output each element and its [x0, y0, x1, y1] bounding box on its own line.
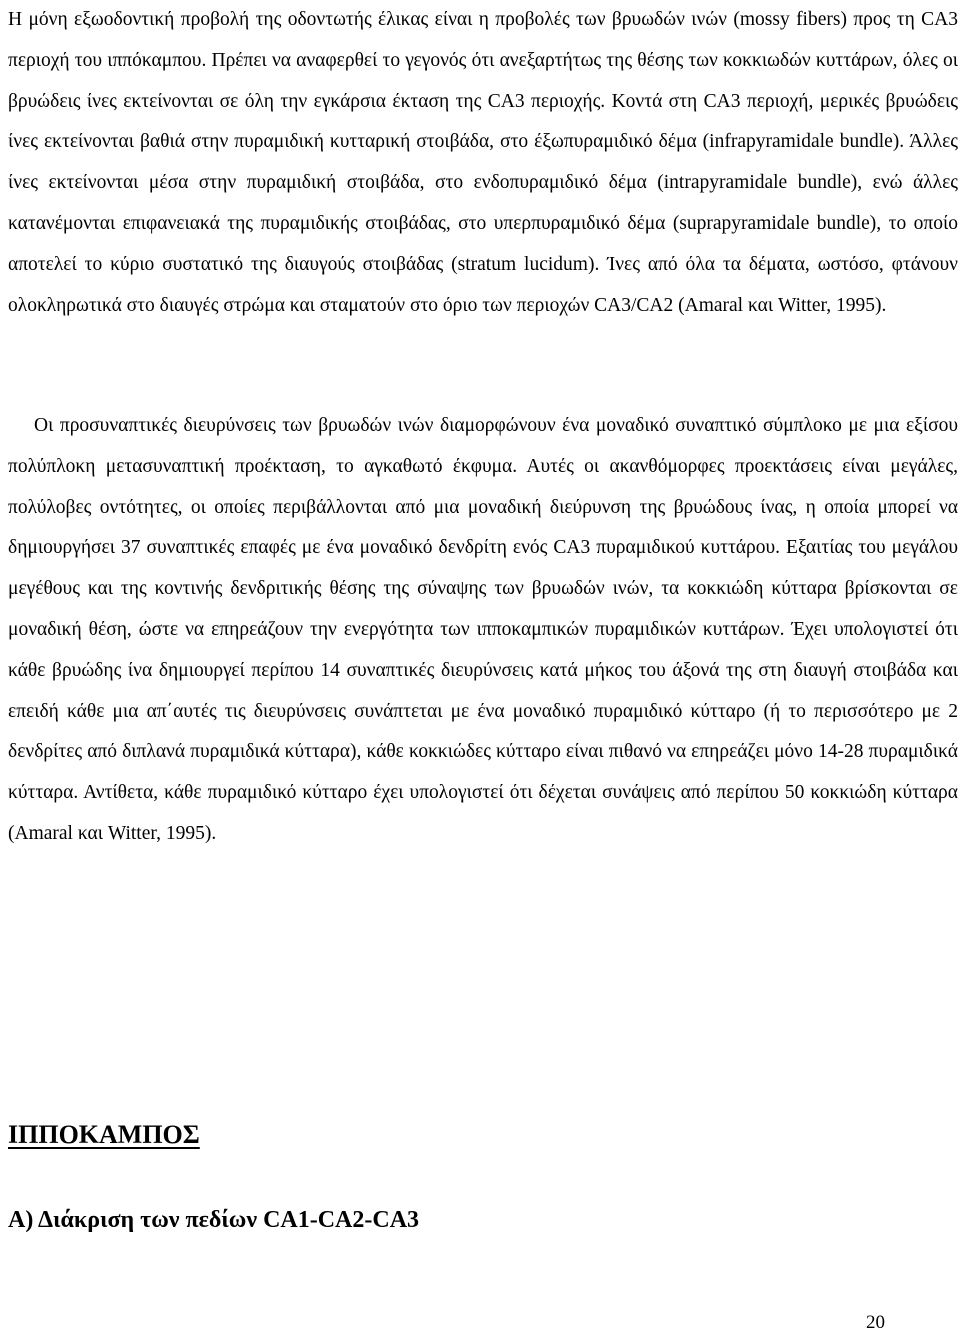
- section-heading: ΙΠΠΟΚΑΜΠΟΣ: [8, 1120, 200, 1149]
- subsection-heading: Α) Διάκριση των πεδίων CA1-CA2-CA3: [8, 1207, 420, 1233]
- page-number: 20: [866, 1312, 885, 1333]
- body-paragraph-1: Η μόνη εξωοδοντική προβολή της οδοντωτής έλικας είναι η προβολές των βρυωδών ινών (mossy fibers) προς τη CA3 περιοχή του ιππόκαμπου. Πρέπει να αναφερθεί το γεγονός ότι ανεξαρτήτως της θέσης των κοκκιωδών κυττάρων, όλες οι βρυώδεις ίνες εκτείνονται σε όλη την εγκάρσια έκταση της CA3 περιοχής. Κοντά στη CA3 περιοχή, μερικές βρυώδεις ίνες εκτείνονται βαθιά στην πυραμιδική κυτταρική στοιβάδα, στο έξωπυραμιδικό δέμα (infrapyramidale bundle). Άλλες ίνες εκτείνονται μέσα στην πυραμιδική στοιβάδα, στο ενδοπυραμιδικό δέμα (intrapyramidale bundle), ενώ άλλες κατανέμονται επιφανειακά της πυραμιδικής στοιβάδας, στο υπερπυραμιδικό δέμα (suprapyramidale bundle), το οποίο αποτελεί το κύριο συστατικό της διαυγούς στοιβάδας (stratum lucidum). Ίνες από όλα τα δέματα, ωστόσο, φτάνουν ολοκληρωτικά στο διαυγές στρώμα και σταματούν στο όριο των περιοχών CA3/CA2 (Amaral και Witter, 1995).: [8, 9, 958, 316]
- body-paragraph-2: Οι προσυναπτικές διευρύνσεις των βρυωδών ινών διαμορφώνουν ένα μοναδικό συναπτικό σύμπλοκο με μια εξίσου πολύπλοκη μετασυναπτική προέκταση, το αγκαθωτό έκφυμα. Αυτές οι ακανθόμορφες προεκτάσεις είναι μεγάλες, πολύλοβες οντότητες, οι οποίες περιβάλλονται από μια μοναδική διεύρυνση της βρυώδους ίνας, η οποία μπορεί να δημιουργήσει 37 συναπτικές επαφές με ένα μοναδικό δενδρίτη ενός CA3 πυραμιδικού κυττάρου. Εξαιτίας του μεγάλου μεγέθους και της κοντινής δενδριτικής θέσης της σύναψης των βρυωδών ινών, τα κοκκιώδη κύτταρα βρίσκονται σε μοναδική θέση, ώστε να επηρεάζουν την ενεργότητα των ιπποκαμπικών πυραμιδικών κυττάρων. Έχει υπολογιστεί ότι κάθε βρυώδης ίνα δημιουργεί περίπου 14 συναπτικές διευρύνσεις κατά μήκος του άξονά της στη διαυγή στοιβάδα και επειδή κάθε μια απ΄αυτές τις διευρύνσεις συνάπτεται με ένα μοναδικό πυραμιδικό κύτταρο (ή το περισσότερο με 2 δενδρίτες από διπλανά πυραμιδικά κύτταρα), κάθε κοκκιώδες κύτταρο είναι πιθανό να επηρεάζει μόνο 14-28 πυραμιδικά κύτταρα. Αντίθετα, κάθε πυραμιδικό κύτταρο έχει υπολογιστεί ότι δέχεται συνάψεις από περίπου 50 κοκκιώδη κύτταρα (Amaral και Witter, 1995).: [8, 415, 958, 844]
